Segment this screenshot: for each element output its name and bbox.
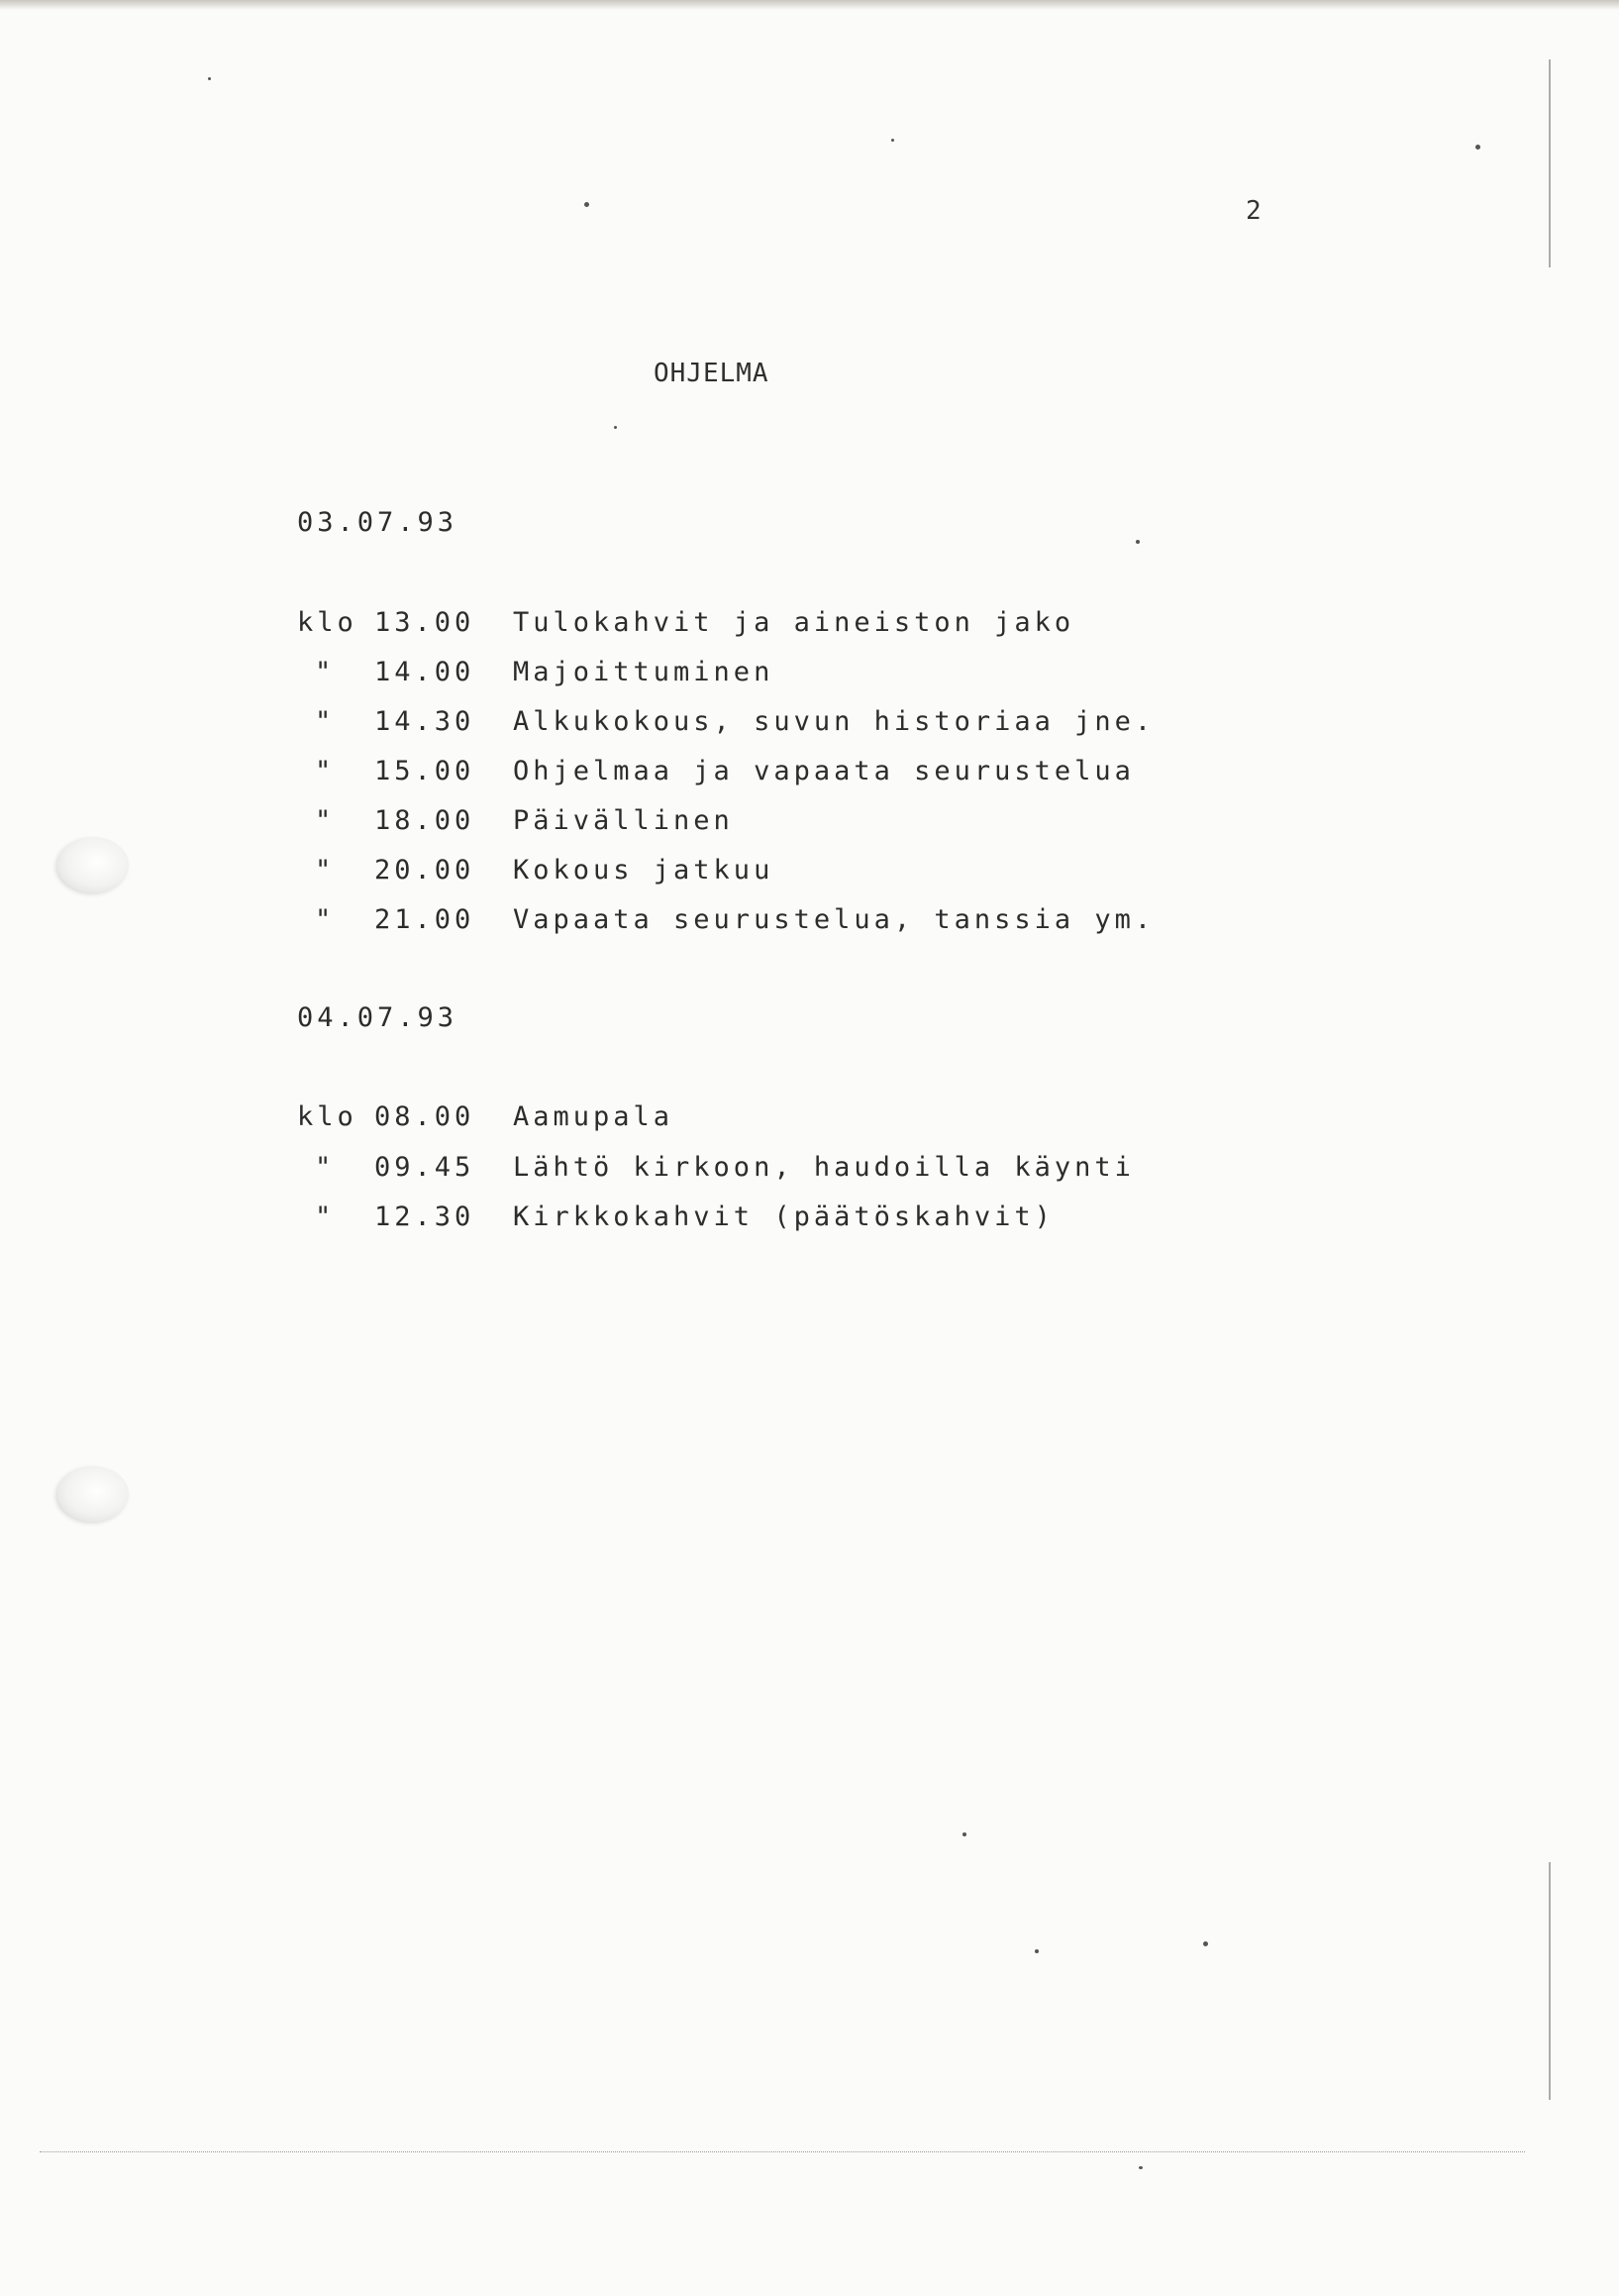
day-2-item-3-time: 12.30 xyxy=(374,1201,475,1232)
day-1-item-3-description: Alkukokous, suvun historiaa jne. xyxy=(513,706,1156,737)
margin-line-bottom xyxy=(1549,1862,1551,2100)
day-1-item-5-prefix: " xyxy=(315,805,336,836)
speck xyxy=(1136,540,1140,544)
day-2-item-2-description: Lähtö kirkoon, haudoilla käynti xyxy=(513,1152,1135,1183)
day-1-item-1-description: Tulokahvit ja aineiston jako xyxy=(513,607,1075,638)
speck xyxy=(962,1832,966,1836)
speck xyxy=(1035,1949,1039,1953)
day-2-item-1-prefix: klo xyxy=(297,1101,357,1132)
punch-hole-top xyxy=(57,837,129,892)
day-1-item-3-prefix: " xyxy=(315,706,336,737)
day-1-item-4-description: Ohjelmaa ja vapaata seurustelua xyxy=(513,756,1135,786)
program-title: OHJELMA xyxy=(654,359,769,388)
day-1-item-7-description: Vapaata seurustelua, tanssia ym. xyxy=(513,904,1156,935)
day-1-item-7-prefix: " xyxy=(315,904,336,935)
scan-artifact-line xyxy=(40,2151,1525,2153)
day-1-item-5-description: Päivällinen xyxy=(513,805,734,836)
day-1-item-2-time: 14.00 xyxy=(374,657,475,687)
day-2-item-2-time: 09.45 xyxy=(374,1152,475,1183)
speck xyxy=(584,202,589,207)
speck xyxy=(614,426,617,429)
speck xyxy=(891,139,894,142)
speck xyxy=(208,77,211,80)
day-1-item-6-prefix: " xyxy=(315,855,336,886)
day-1-item-6-time: 20.00 xyxy=(374,855,475,886)
day-1-item-4-time: 15.00 xyxy=(374,756,475,786)
day-1-item-2-description: Majoittuminen xyxy=(513,657,774,687)
day-2-item-3-prefix: " xyxy=(315,1201,336,1232)
day-2-item-2-prefix: " xyxy=(315,1152,336,1183)
day-2-item-1-time: 08.00 xyxy=(374,1101,475,1132)
speck xyxy=(1203,1941,1208,1946)
page-top-edge xyxy=(0,0,1619,10)
page-number: 2 xyxy=(1246,196,1262,226)
day-1-item-1-prefix: klo xyxy=(297,607,357,638)
day-1-item-2-prefix: " xyxy=(315,657,336,687)
day-1-date: 03.07.93 xyxy=(297,507,458,538)
day-2-item-3-description: Kirkkokahvit (päätöskahvit) xyxy=(513,1201,1055,1232)
day-1-item-7-time: 21.00 xyxy=(374,904,475,935)
day-1-item-1-time: 13.00 xyxy=(374,607,475,638)
day-1-item-3-time: 14.30 xyxy=(374,706,475,737)
punch-hole-bottom xyxy=(57,1466,129,1521)
speck xyxy=(1139,2166,1143,2169)
speck xyxy=(1475,145,1480,150)
day-2-item-1-description: Aamupala xyxy=(513,1101,674,1132)
day-2-date: 04.07.93 xyxy=(297,1002,458,1033)
day-1-item-5-time: 18.00 xyxy=(374,805,475,836)
day-1-item-4-prefix: " xyxy=(315,756,336,786)
day-1-item-6-description: Kokous jatkuu xyxy=(513,855,774,886)
margin-line-top xyxy=(1549,59,1551,267)
